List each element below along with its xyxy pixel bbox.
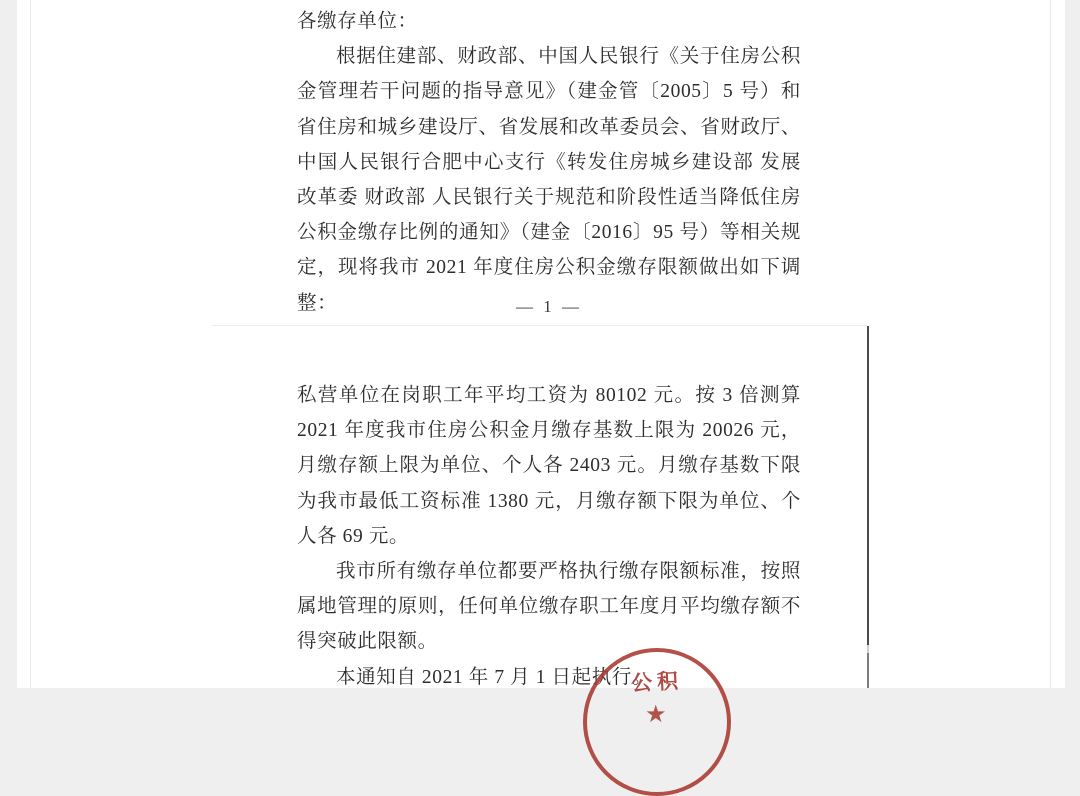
page-edge-right xyxy=(1050,0,1051,688)
paper-sheet xyxy=(17,0,1065,728)
seal-star-icon: ★ xyxy=(645,702,667,728)
paragraph-salutation: 各缴存单位： xyxy=(297,11,418,32)
scan-edge-gap xyxy=(867,645,869,653)
scan-edge-line-lower xyxy=(867,653,869,688)
paragraph-compliance: 我市所有缴存单位都要严格执行缴存限额标准，按照属地管理的原则，任何单位缴存职工年度月平均缴存额不得突破此限额。 xyxy=(297,561,801,653)
page-separator xyxy=(212,325,867,326)
gutter-left xyxy=(0,0,17,688)
seal-label: 公积 xyxy=(630,668,684,696)
document-page-2 xyxy=(17,326,1065,728)
gutter-right xyxy=(1065,0,1080,688)
paragraph-limits: 私营单位在岗职工年平均工资为 80102 元。按 3 倍测算 2021 年度我市住房公积金月缴存基数上限为 20026 元，月缴存额上限为单位、个人各 2403 元。月缴存基数下限为我市最低工资标准 1380 元，月缴存额下限为单位、个人各 69 元。 xyxy=(297,385,801,547)
page-number-footer: — 1 — xyxy=(516,297,582,316)
paragraph-effective-date: 本通知自 2021 年 7 月 1 日起执行。 xyxy=(336,666,653,688)
document-page-1 xyxy=(17,0,1065,325)
page-edge-left xyxy=(30,0,31,688)
scan-edge-line xyxy=(867,326,869,645)
paragraph-basis: 根据住建部、财政部、中国人民银行《关于住房公积金管理若干问题的指导意见》（建金管〔2005〕5 号）和省住房和城乡建设厅、省发展和改革委员会、省财政厅、中国人民银行合肥中心支行《转发住房城乡建设部 发展改革委 财政部 人民银行关于规范和阶段性适当降低住房公积金缴存比例的通知》（建金〔2016〕95 号）等相关规定，现将我市 2021 年度住房公积金缴存限额做出如下调整： xyxy=(297,46,801,314)
page-2-body xyxy=(297,378,801,695)
